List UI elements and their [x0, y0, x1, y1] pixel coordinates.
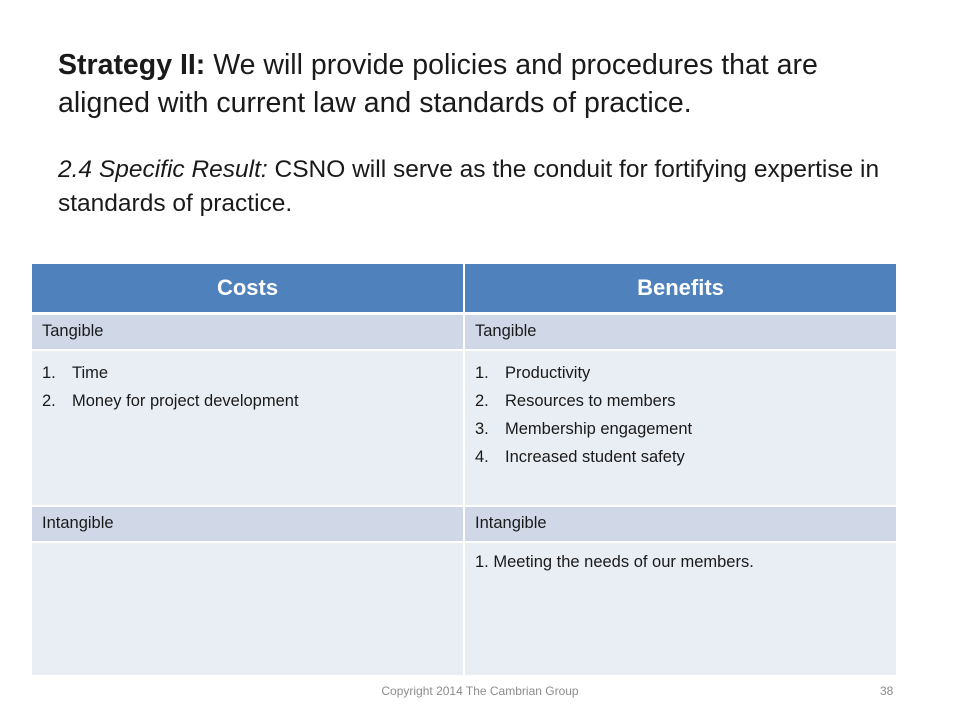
footer-copyright: Copyright 2014 The Cambrian Group: [381, 684, 579, 698]
costs-tangible-label: Tangible: [32, 314, 464, 350]
costs-benefits-table: [32, 264, 896, 677]
table-row: [32, 542, 896, 676]
strategy-text: We will provide policies and procedures that are aligned with current law and standards of practice.: [58, 49, 818, 119]
benefits-intangible-label: Intangible: [464, 506, 896, 542]
table-header-row: [32, 264, 896, 314]
specific-result: [58, 153, 898, 221]
benefits-tangible-cell: [464, 350, 896, 506]
list-item: 2. Money for project development: [42, 391, 299, 410]
slide-title: [58, 46, 908, 122]
benefits-header: Benefits: [464, 264, 896, 314]
specific-result-text: CSNO will serve as the conduit for fortifying expertise in standards of practice.: [58, 156, 880, 217]
page-number: 38: [880, 684, 894, 698]
costs-intangible-label: Intangible: [32, 506, 464, 542]
list-item: 1. Productivity: [475, 363, 591, 382]
table-row: [32, 314, 896, 350]
list-item: 2. Resources to members: [475, 391, 676, 410]
benefits-intangible-cell: 1. Meeting the needs of our members.: [464, 542, 896, 676]
list-item: 1. Time: [42, 363, 109, 382]
costs-tangible-list: [42, 359, 453, 415]
costs-tangible-cell: [32, 350, 464, 506]
costs-header: Costs: [32, 264, 464, 314]
specific-result-label: 2.4 Specific Result:: [58, 156, 268, 183]
benefits-tangible-list: [475, 359, 886, 471]
strategy-label: Strategy II:: [58, 49, 206, 81]
costs-intangible-cell: [32, 542, 464, 676]
table-row: [32, 350, 896, 506]
table-row: [32, 506, 896, 542]
benefits-tangible-label: Tangible: [464, 314, 896, 350]
list-item: 3. Membership engagement: [475, 419, 693, 438]
list-item: 4. Increased student safety: [475, 447, 685, 466]
